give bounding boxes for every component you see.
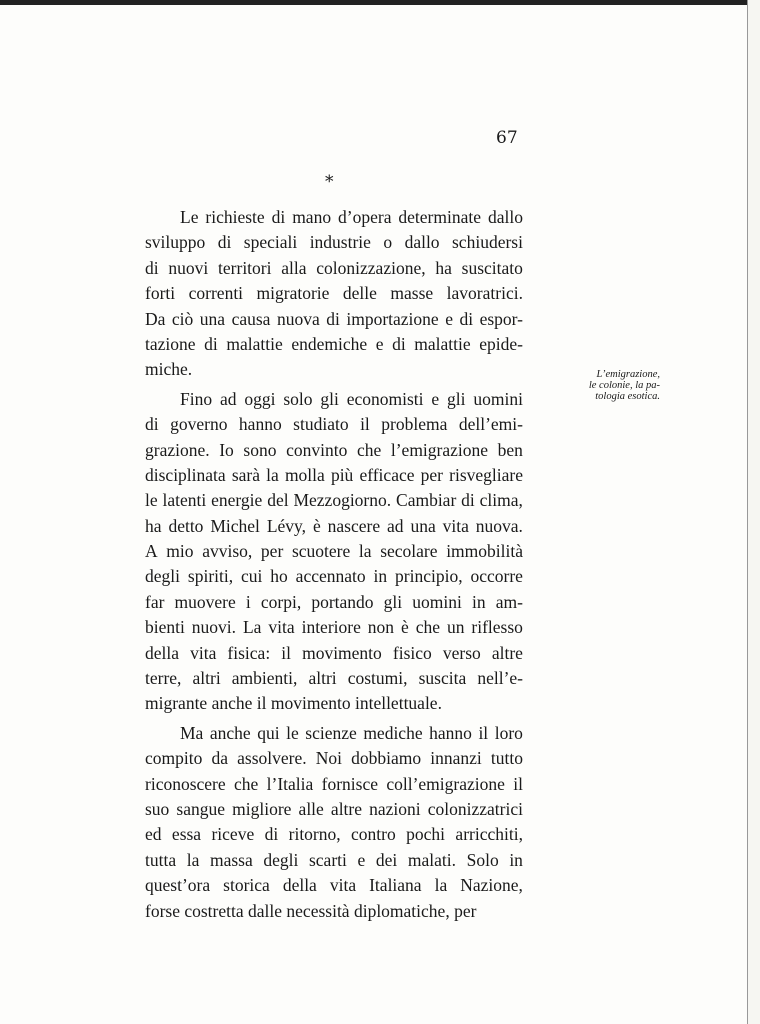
paragraph bbox=[145, 205, 523, 383]
text-line: della vita fisica: il movimento fisico verso altre bbox=[145, 642, 523, 663]
text-line: A mio avviso, per scuotere la secolare immobilità bbox=[145, 541, 523, 562]
text-line: quest’ora storica della vita Italiana la Nazione, bbox=[145, 875, 523, 896]
text-line: ha detto Michel Lévy, è nascere ad una vita nuova. bbox=[145, 515, 523, 536]
text-line: le latenti energie del Mezzogiorno. Cambiar di clima, bbox=[145, 490, 523, 511]
page-number: 67 bbox=[496, 128, 518, 148]
text-line: riconoscere che l’Italia fornisce coll’emigrazione il bbox=[145, 773, 523, 794]
text-line: far muovere i corpi, portando gli uomini in am- bbox=[145, 591, 523, 612]
marginal-note-line: L’emigrazione, bbox=[596, 369, 660, 380]
body-text bbox=[145, 205, 523, 928]
text-line: Fino ad oggi solo gli economisti e gli uomini bbox=[145, 388, 523, 409]
text-line: migrante anche il movimento intellettuale. bbox=[145, 693, 447, 714]
text-line: forti correnti migratorie delle masse lavoratrici. bbox=[145, 283, 523, 304]
text-line: miche. bbox=[145, 359, 197, 380]
text-line: di nuovi territori alla colonizzazione, ha suscitato bbox=[145, 257, 523, 278]
text-line: Le richieste di mano d’opera determinate dallo bbox=[145, 207, 523, 227]
text-line: Ma anche qui le scienze mediche hanno il loro bbox=[145, 722, 523, 743]
marginal-note-line: tologia esotica. bbox=[595, 391, 660, 402]
marginal-note-line: le colonie, la pa- bbox=[588, 380, 660, 391]
paragraph bbox=[145, 721, 523, 924]
text-line: bienti nuovi. La vita interiore non è che un riflesso bbox=[145, 617, 523, 638]
paragraph bbox=[145, 387, 523, 717]
text-line: grazione. Io sono convinto che l’emigrazione ben bbox=[145, 439, 523, 460]
text-line: tazione di malattie endemiche e di malattie epide- bbox=[145, 333, 523, 354]
text-line: compito da assolvere. Noi dobbiamo innanzi tutto bbox=[145, 748, 523, 769]
text-line: forse costretta dalle necessità diplomatiche, per bbox=[145, 900, 481, 921]
section-mark: * bbox=[325, 172, 334, 192]
text-line: Da ciò una causa nuova di importazione e di espor- bbox=[145, 308, 523, 329]
text-line: terre, altri ambienti, altri costumi, suscita nell’e- bbox=[145, 668, 523, 689]
text-line: degli spiriti, cui ho accennato in principio, occorre bbox=[145, 566, 523, 587]
scan-top-edge bbox=[0, 0, 760, 5]
marginal-note bbox=[536, 369, 660, 402]
text-line: sviluppo di speciali industrie o dallo schiudersi bbox=[145, 232, 523, 253]
scan-right-edge bbox=[747, 0, 760, 1024]
text-line: tutta la massa degli scarti e dei malati. Solo in bbox=[145, 849, 523, 870]
text-line: ed essa riceve di ritorno, contro pochi arricchiti, bbox=[145, 824, 523, 845]
text-line: disciplinata sarà la molla più efficace per risvegliare bbox=[145, 464, 523, 485]
text-line: di governo hanno studiato il problema dell’emi- bbox=[145, 414, 523, 435]
text-line: suo sangue migliore alle altre nazioni colonizzatrici bbox=[145, 798, 523, 819]
